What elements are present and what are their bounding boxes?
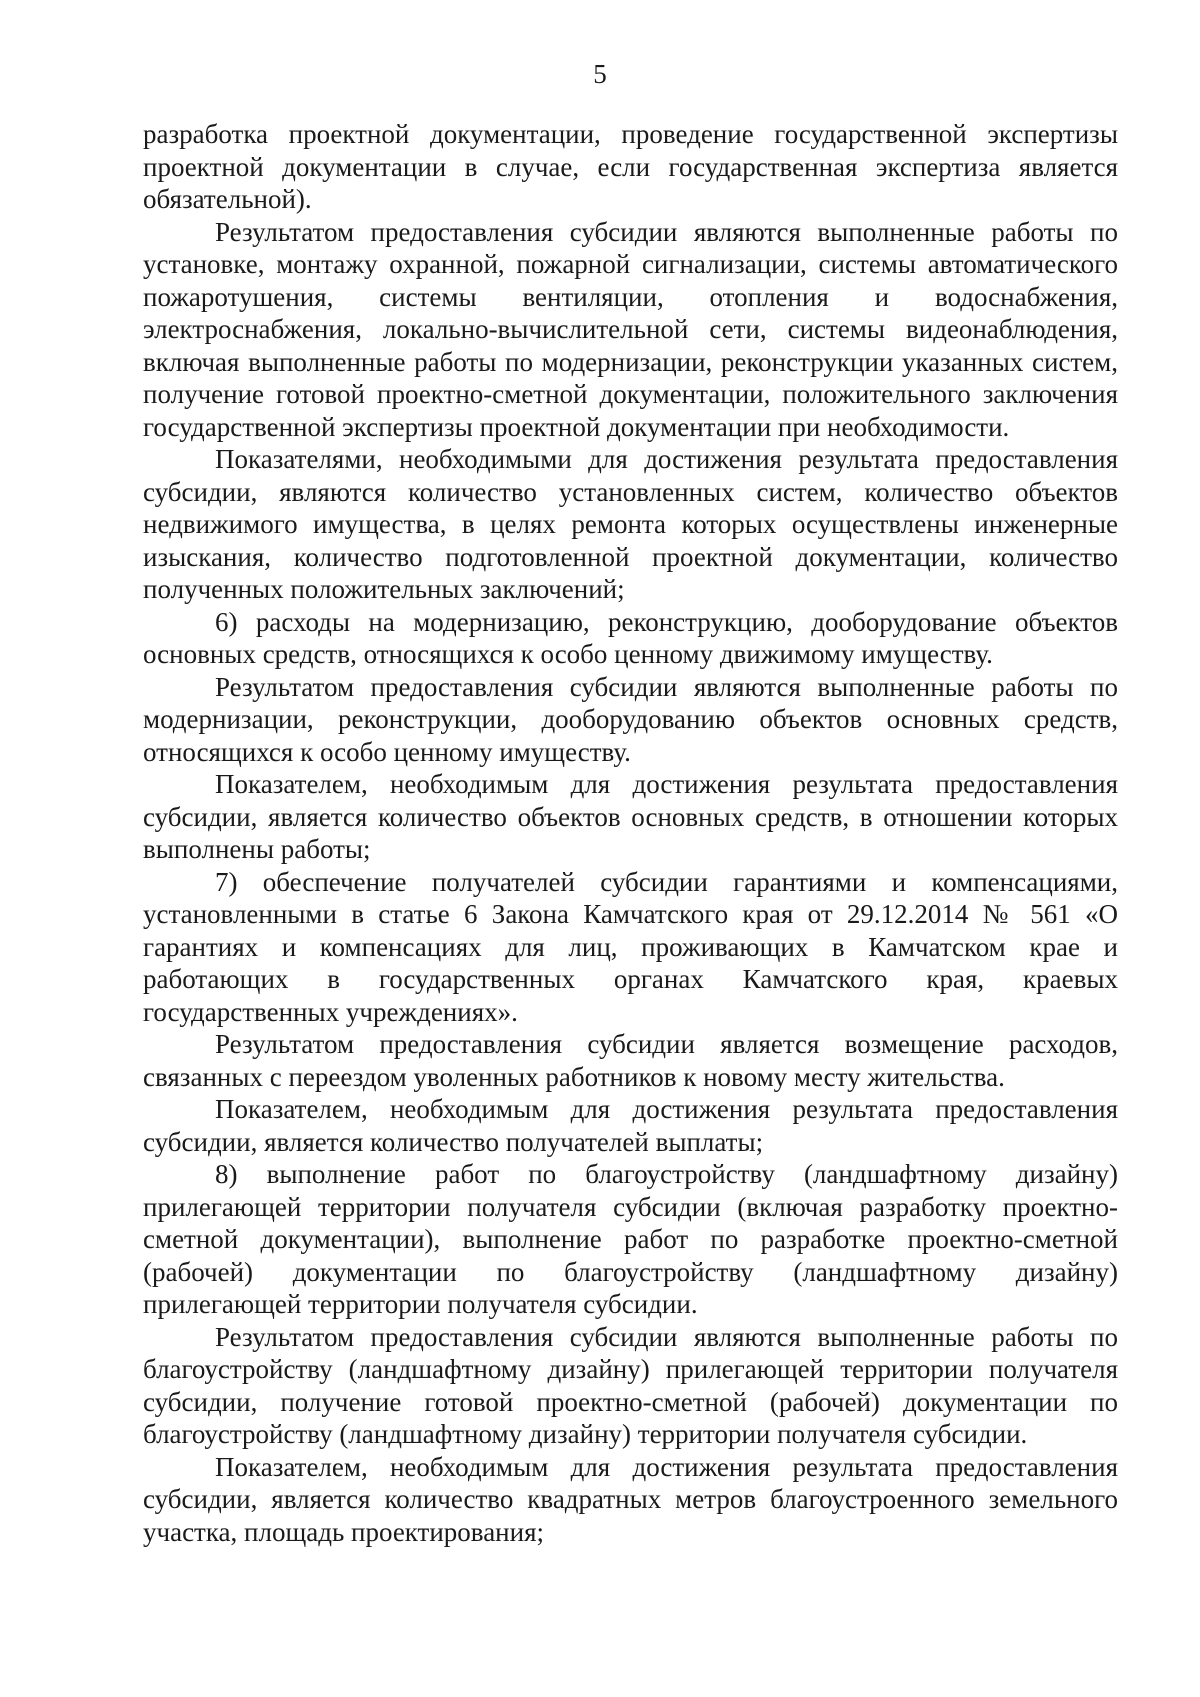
paragraph-indicators-systems: Показателями, необходимыми для достижения результата предоставления субсидии, являются количество установленных систем, количество объектов недвижимого имущества, в целях ремонта которых осуществлены инженерные изыскания, количество подготовленной проектной документации, количество полученных положительных заключений; — [143, 444, 1118, 604]
paragraph-item-6: 6) расходы на модернизацию, реконструкцию, дооборудование объектов основных средств, относящихся к особо ценному движимому имуществу. — [143, 606, 1118, 669]
paragraph-indicator-landscaping: Показателем, необходимым для достижения результата предоставления субсидии, является количество квадратных метров благоустроенного земельного участка, площадь проектирования; — [143, 1451, 1118, 1547]
paragraph-result-systems: Результатом предоставления субсидии являются выполненные работы по установке, монтажу охранной, пожарной сигнализации, системы автоматического пожаротушения, системы вентиляции, отопления и водоснабжения, электроснабжения, локально-вычислительной сети, системы видеонаблюдения, включая выполненные работы по модернизации, реконструкции указанных систем, получение готовой проектно-сметной документации, положительного заключения государственной экспертизы проектной документации при необходимости. — [143, 216, 1118, 442]
paragraph-result-relocation: Результатом предоставления субсидии является возмещение расходов, связанных с переездом уволенных работников к новому месту жительства. — [143, 1029, 1118, 1092]
paragraph-item-7: 7) обеспечение получателей субсидии гарантиями и компенсациями, установленными в статье 6 Закона Камчатского края от 29.12.2014 № 561 «О гарантиях и компенсациях для лиц, проживающих в Камчатском крае и работающих в государственных органах Камчатского края, краевых государственных учреждениях». — [143, 866, 1118, 1027]
document-body — [143, 118, 1118, 1548]
paragraph-result-modernization: Результатом предоставления субсидии являются выполненные работы по модернизации, реконструкции, дооборудованию объектов основных средств, относящихся к особо ценному имуществу. — [143, 671, 1118, 767]
paragraph-continuation: разработка проектной документации, проведение государственной экспертизы проектной документации в случае, если государственная экспертиза является обязательной). — [143, 119, 1118, 214]
paragraph-result-landscaping: Результатом предоставления субсидии являются выполненные работы по благоустройству (ландшафтному дизайну) прилегающей территории получателя субсидии, получение готовой проектно-сметной (рабочей) документации по благоустройству (ландшафтному дизайну) территории получателя субсидии. — [143, 1321, 1118, 1449]
page-number: 5 — [593, 59, 607, 89]
paragraph-indicator-relocation: Показателем, необходимым для достижения результата предоставления субсидии, является количество получателей выплаты; — [143, 1094, 1118, 1157]
paragraph-indicator-modernization: Показателем, необходимым для достижения результата предоставления субсидии, является количество объектов основных средств, в отношении которых выполнены работы; — [143, 769, 1118, 864]
paragraph-item-8: 8) выполнение работ по благоустройству (ландшафтному дизайну) прилегающей территории получателя субсидии (включая разработку проектно-сметной документации), выполнение работ по разработке проектно-сметной (рабочей) документации по благоустройству (ландшафтному дизайну) прилегающей территории получателя субсидии. — [143, 1159, 1118, 1319]
